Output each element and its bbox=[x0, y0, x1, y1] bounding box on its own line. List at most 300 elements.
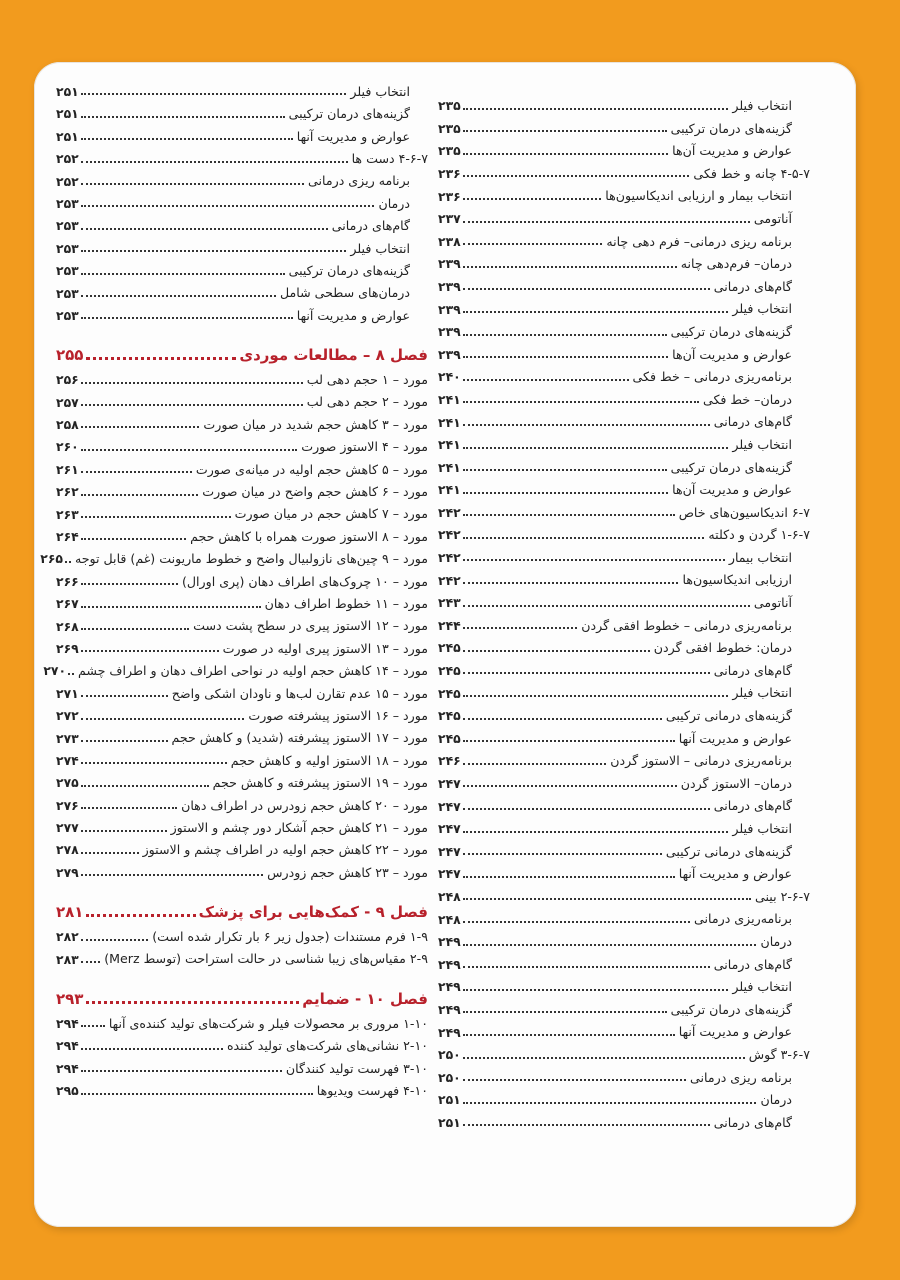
page-number: ۲۵۱ bbox=[438, 1092, 461, 1108]
dot-leader bbox=[463, 989, 729, 991]
entry-title: درمان– فرم‌دهی چانه bbox=[680, 256, 792, 272]
page-number: ۲۳۶ bbox=[438, 165, 461, 181]
toc-entry bbox=[438, 1016, 810, 1039]
dot-leader bbox=[463, 514, 675, 516]
entry-title: گام‌های درمانی bbox=[713, 956, 792, 972]
page-number: ۲۷۰ bbox=[43, 663, 67, 679]
toc-right-column bbox=[438, 90, 810, 1129]
dot-leader bbox=[81, 295, 276, 297]
toc-entry bbox=[56, 790, 428, 812]
chapter-10-heading bbox=[56, 972, 428, 1008]
page-number: ۲۳۸ bbox=[438, 233, 461, 249]
entry-title: ۶-۷ اندیکاسیون‌های خاص bbox=[678, 504, 810, 520]
dot-leader bbox=[463, 605, 750, 607]
toc-entry bbox=[438, 519, 810, 542]
entry-title: درمان– الاستوز گردن bbox=[680, 775, 792, 791]
page-number: ۲۴۲ bbox=[438, 550, 461, 566]
page-number: ۲۷۳ bbox=[56, 730, 79, 746]
dot-leader bbox=[81, 516, 231, 518]
toc-left-column bbox=[40, 76, 428, 1099]
toc-entry bbox=[438, 632, 810, 655]
page-number: ۲۴۱ bbox=[438, 414, 461, 430]
dot-leader bbox=[81, 317, 293, 319]
page-number: ۲۷۸ bbox=[56, 842, 79, 858]
entry-title: برنامه ریزی درمانی– فرم دهی چانه bbox=[606, 233, 792, 249]
entry-title: مورد – ۱۶ الاستوز پیشرفته صورت bbox=[248, 707, 428, 723]
toc-page bbox=[34, 62, 856, 1227]
page-number: ۲۸۲ bbox=[56, 929, 79, 945]
entry-title: گام‌های درمانی bbox=[713, 1114, 792, 1130]
dot-leader bbox=[463, 695, 729, 697]
dot-leader bbox=[463, 763, 607, 765]
entry-title: برنامه‌ریزی درمانی – الاستوز گردن bbox=[610, 753, 792, 769]
dot-leader bbox=[463, 966, 710, 968]
dot-leader bbox=[81, 961, 101, 963]
dot-leader bbox=[81, 1070, 282, 1072]
dot-leader bbox=[463, 1102, 757, 1104]
toc-entry bbox=[438, 836, 810, 859]
toc-entry bbox=[438, 474, 810, 497]
chapter-title: فصل ۱۰ - ضمایم bbox=[302, 990, 428, 1009]
dot-leader bbox=[81, 718, 245, 720]
page-number: ۲۳۹ bbox=[438, 301, 461, 317]
toc-entry bbox=[438, 1039, 810, 1062]
entry-title: انتخاب فیلر bbox=[732, 821, 792, 836]
dot-leader bbox=[463, 108, 729, 110]
toc-entry bbox=[438, 949, 810, 972]
dot-leader bbox=[81, 695, 168, 697]
dot-leader bbox=[463, 537, 705, 539]
dot-leader bbox=[81, 183, 304, 185]
page-number: ۲۶۹ bbox=[56, 640, 79, 656]
entry-title: درمان: خطوط افقی گردن bbox=[653, 640, 792, 656]
toc-entry bbox=[438, 90, 810, 113]
entry-title: عوارض و مدیریت آن‌ها bbox=[672, 482, 792, 498]
entry-title: مورد – ۶ کاهش حجم واضح در میان صورت bbox=[202, 484, 428, 500]
dot-leader bbox=[463, 1079, 686, 1081]
dot-leader bbox=[463, 447, 729, 449]
entry-title: ۴-۱۰ فهرست ویدیوها bbox=[316, 1083, 428, 1099]
entry-title: برنامه ریزی درمانی bbox=[690, 1069, 792, 1085]
page-number: ۲۴۷ bbox=[438, 866, 461, 882]
dot-leader bbox=[463, 198, 602, 200]
page-number: ۲۴۱ bbox=[438, 437, 461, 453]
page-number: ۲۴۷ bbox=[438, 776, 461, 791]
entry-title: عوارض و مدیریت آنها bbox=[678, 866, 792, 882]
page-number: ۲۴۹ bbox=[438, 956, 461, 972]
dot-leader bbox=[463, 1124, 710, 1126]
entry-title: عوارض و مدیریت آنها bbox=[678, 730, 792, 746]
toc-entry bbox=[40, 543, 428, 567]
toc-entry bbox=[56, 76, 428, 98]
chapter-page-number: ۲۵۵ bbox=[56, 346, 84, 365]
chapter-9-heading bbox=[56, 885, 428, 921]
toc-entry bbox=[56, 1008, 428, 1030]
page-number: ۲۷۹ bbox=[56, 864, 79, 880]
toc-entry bbox=[438, 768, 810, 791]
entry-title: گام‌های درمانی bbox=[713, 278, 792, 294]
entry-title: مورد – ۷ کاهش حجم در میان صورت bbox=[234, 506, 428, 522]
entry-title: مورد – ۱۷ الاستوز پیشرفته (شدید) و کاهش حجم bbox=[171, 730, 428, 746]
toc-entry bbox=[438, 564, 810, 587]
entry-title: ۳-۱۰ فهرست تولید کنندگان bbox=[285, 1060, 428, 1076]
entry-title: مورد – ۱۵ عدم تقارن لب‌ها و ناودان اشکی واضح bbox=[171, 685, 428, 701]
toc-entry bbox=[438, 429, 810, 452]
toc-entry bbox=[438, 677, 810, 700]
entry-title: ۴-۵-۷ چانه و خط فکی bbox=[693, 165, 810, 181]
entry-title: عوارض و مدیریت آنها bbox=[678, 1024, 792, 1040]
page-number: ۲۴۹ bbox=[438, 934, 461, 950]
page-number: ۲۵۱ bbox=[56, 83, 79, 99]
dot-leader bbox=[463, 718, 662, 720]
entry-title: برنامه‌ریزی درمانی – خطوط افقی گردن bbox=[581, 617, 792, 633]
page-number: ۲۹۵ bbox=[56, 1083, 79, 1099]
toc-entry bbox=[56, 210, 428, 232]
page-number: ۲۵۰ bbox=[438, 1069, 461, 1085]
entry-title: گزینه‌های درمان ترکیبی bbox=[288, 262, 410, 278]
page-number: ۲۴۷ bbox=[438, 798, 461, 814]
dot-leader bbox=[463, 672, 710, 674]
dot-leader bbox=[81, 628, 189, 630]
page-number: ۲۷۵ bbox=[56, 775, 79, 791]
dot-leader bbox=[463, 853, 662, 855]
dot-leader bbox=[463, 288, 710, 290]
entry-title: مورد – ۱۳ الاستوز پیری اولیه در صورت bbox=[222, 640, 428, 656]
chapter-title: فصل ۹ - کمک‌هایی برای پزشک bbox=[198, 903, 428, 922]
entry-title: ۱-۶-۷ گردن و دکلته bbox=[708, 527, 810, 543]
dot-leader bbox=[81, 273, 285, 275]
entry-title: مورد – ۱۸ الاستوز اولیه و کاهش حجم bbox=[230, 752, 428, 768]
page-number: ۲۶۱ bbox=[56, 461, 79, 477]
dot-leader bbox=[463, 153, 668, 155]
toc-entry bbox=[56, 300, 428, 322]
dot-leader bbox=[463, 175, 690, 177]
dot-leader bbox=[81, 1048, 223, 1050]
entry-title: انتخاب فیلر bbox=[350, 83, 410, 99]
dot-leader bbox=[81, 650, 219, 652]
dot-leader bbox=[81, 93, 347, 95]
toc-entry bbox=[438, 994, 810, 1017]
dot-leader bbox=[463, 424, 710, 426]
entry-title: ۲-۶-۷ بینی bbox=[755, 888, 810, 904]
dot-leader bbox=[81, 161, 348, 163]
entry-title: مورد – ۴ الاستوز صورت bbox=[301, 439, 428, 455]
page-number: ۲۴۷ bbox=[438, 843, 461, 859]
dot-leader bbox=[463, 266, 677, 268]
toc-entry bbox=[438, 971, 810, 994]
dot-leader bbox=[463, 1011, 667, 1013]
toc-entry bbox=[438, 406, 810, 429]
toc-entry bbox=[56, 188, 428, 210]
toc-entry bbox=[56, 767, 428, 789]
toc-entry bbox=[56, 409, 428, 431]
entry-title: درمان bbox=[760, 1092, 792, 1108]
toc-entry bbox=[438, 700, 810, 723]
entry-title: درمان‌های سطحی شامل bbox=[279, 285, 410, 301]
entry-title: انتخاب فیلر bbox=[732, 436, 792, 452]
page-number: ۲۶۵ bbox=[40, 551, 63, 567]
entry-title: انتخاب فیلر bbox=[732, 301, 792, 317]
toc-entry bbox=[438, 316, 810, 339]
page-number: ۲۴۸ bbox=[438, 888, 461, 904]
dot-leader bbox=[463, 401, 699, 403]
entry-title: گام‌های درمانی bbox=[713, 798, 792, 814]
chapter-title: فصل ۸ – مطالعات موردی bbox=[239, 346, 428, 365]
toc-entry bbox=[43, 655, 428, 679]
dot-leader bbox=[463, 650, 650, 652]
page-number: ۲۳۹ bbox=[438, 324, 461, 340]
entry-title: برنامه‌ریزی درمانی bbox=[694, 911, 792, 927]
page-number: ۲۹۴ bbox=[56, 1038, 79, 1054]
dot-leader bbox=[463, 469, 667, 471]
dot-leader bbox=[81, 449, 298, 451]
dot-leader bbox=[463, 831, 729, 833]
entry-title: مورد – ۸ الاستوز صورت همراه با کاهش حجم bbox=[190, 528, 428, 544]
page-number: ۲۷۷ bbox=[56, 820, 79, 836]
toc-entry bbox=[56, 678, 428, 700]
dot-leader bbox=[463, 921, 690, 923]
page-number: ۲۵۳ bbox=[56, 240, 79, 256]
dot-leader bbox=[81, 785, 209, 787]
toc-entry bbox=[438, 452, 810, 475]
entry-title: مورد – ۲۳ کاهش حجم زودرس bbox=[267, 864, 428, 880]
page-number: ۲۶۸ bbox=[56, 618, 79, 634]
dot-leader bbox=[81, 138, 293, 140]
entry-title: گزینه‌های درمانی ترکیبی bbox=[665, 708, 792, 724]
dot-leader bbox=[463, 944, 757, 946]
toc-entry bbox=[56, 387, 428, 409]
page-number: ۲۳۶ bbox=[438, 188, 461, 204]
dot-leader bbox=[86, 914, 195, 917]
toc-entry bbox=[438, 271, 810, 294]
dot-leader bbox=[81, 606, 261, 608]
page-number: ۲۳۵ bbox=[438, 120, 461, 136]
entry-title: درمان bbox=[760, 933, 792, 949]
dot-leader bbox=[81, 1093, 313, 1095]
entry-title: گزینه‌های درمان ترکیبی bbox=[670, 459, 792, 475]
entry-title: گزینه‌های درمانی ترکیبی bbox=[665, 843, 792, 859]
toc-entry bbox=[438, 881, 810, 904]
dot-leader bbox=[81, 426, 200, 428]
toc-entry bbox=[438, 542, 810, 565]
page-number: ۲۸۳ bbox=[56, 951, 79, 967]
dot-leader bbox=[81, 830, 167, 832]
dot-leader bbox=[81, 205, 375, 207]
page-number: ۲۶۷ bbox=[56, 596, 79, 612]
entry-title: مورد – ۱ حجم دهی لب bbox=[306, 372, 428, 388]
toc-entry bbox=[438, 655, 810, 678]
dot-leader bbox=[463, 356, 668, 358]
page-number: ۲۴۰ bbox=[438, 369, 461, 385]
page-number: ۲۴۱ bbox=[438, 482, 461, 498]
entry-title: ۳-۶-۷ گوش bbox=[748, 1046, 810, 1062]
entry-title: برنامه‌ریزی درمانی – خط فکی bbox=[632, 369, 792, 385]
toc-entry bbox=[438, 903, 810, 926]
toc-entry bbox=[438, 248, 810, 271]
page-number: ۲۵۱ bbox=[56, 106, 79, 122]
toc-entry bbox=[56, 121, 428, 143]
entry-title: گام‌های درمانی bbox=[713, 662, 792, 678]
toc-entry bbox=[56, 611, 428, 633]
page-number: ۲۴۵ bbox=[438, 640, 461, 656]
dot-leader bbox=[81, 1025, 105, 1027]
page-number: ۲۵۳ bbox=[56, 195, 79, 211]
page-number: ۲۵۳ bbox=[56, 263, 79, 279]
page-number: ۲۴۵ bbox=[438, 663, 461, 679]
toc-entry bbox=[438, 361, 810, 384]
dot-leader bbox=[86, 357, 236, 360]
page-number: ۲۴۵ bbox=[438, 730, 461, 746]
toc-entry bbox=[438, 226, 810, 249]
toc-entry bbox=[438, 293, 810, 316]
toc-entry bbox=[438, 926, 810, 949]
entry-title: ۴-۶-۷ دست ها bbox=[351, 150, 428, 166]
dot-leader bbox=[65, 561, 71, 563]
entry-title: ۲-۱۰ نشانی‌های شرکت‌های تولید کننده bbox=[226, 1038, 428, 1054]
entry-title: انتخاب بیمار و ارزیابی اندیکاسیون‌ها bbox=[605, 188, 792, 204]
page-number: ۲۷۴ bbox=[56, 752, 79, 768]
page-number: ۲۳۵ bbox=[438, 143, 461, 159]
toc-entry bbox=[438, 1107, 810, 1130]
toc-entry bbox=[438, 723, 810, 746]
entry-title: مورد – ۱۴ کاهش حجم اولیه در نواحی اطراف دهان و اطراف چشم bbox=[78, 663, 428, 679]
dot-leader bbox=[81, 404, 303, 406]
page-number: ۲۴۳ bbox=[438, 595, 461, 611]
dot-leader bbox=[463, 876, 675, 878]
entry-title: گام‌های درمانی bbox=[331, 218, 410, 234]
toc-entry bbox=[56, 633, 428, 655]
toc-entry bbox=[56, 255, 428, 277]
dot-leader bbox=[81, 939, 149, 941]
dot-leader bbox=[463, 1034, 675, 1036]
page-number: ۲۹۴ bbox=[56, 1016, 79, 1032]
dot-leader bbox=[81, 852, 139, 854]
dot-leader bbox=[81, 116, 285, 118]
entry-title: مورد – ۲۲ کاهش حجم اولیه در اطراف چشم و الاستوز bbox=[142, 842, 428, 858]
page-number: ۲۵۷ bbox=[56, 394, 79, 410]
entry-title: برنامه ریزی درمانی bbox=[308, 173, 410, 189]
toc-entry bbox=[56, 1075, 428, 1097]
toc-entry bbox=[56, 566, 428, 588]
dot-leader bbox=[463, 334, 667, 336]
toc-entry bbox=[56, 499, 428, 521]
dot-leader bbox=[86, 1001, 299, 1004]
dot-leader bbox=[81, 762, 227, 764]
entry-title: گزینه‌های درمان ترکیبی bbox=[288, 106, 410, 122]
page-number: ۲۴۱ bbox=[438, 391, 461, 407]
toc-entry bbox=[56, 921, 428, 943]
dot-leader bbox=[81, 874, 263, 876]
page-number: ۲۴۲ bbox=[438, 572, 461, 588]
toc-entry bbox=[438, 135, 810, 158]
toc-entry bbox=[56, 857, 428, 879]
entry-title: مورد – ۲ حجم دهی لب bbox=[306, 394, 428, 410]
dot-leader bbox=[463, 243, 603, 245]
entry-title: ۲-۹ مقیاس‌های زیبا شناسی در حالت استراحت (توسط Merz) bbox=[104, 951, 428, 967]
toc-entry bbox=[56, 812, 428, 834]
toc-entry bbox=[438, 158, 810, 181]
toc-entry bbox=[438, 858, 810, 881]
entry-title: مورد – ۵ کاهش حجم اولیه در میانه‌ی صورت bbox=[195, 461, 428, 477]
dot-leader bbox=[463, 582, 679, 584]
page-number: ۲۷۱ bbox=[56, 685, 79, 701]
page-number: ۲۴۲ bbox=[438, 527, 461, 543]
entry-title: عوارض و مدیریت آنها bbox=[296, 128, 410, 144]
entry-title: آناتومی bbox=[753, 595, 792, 611]
dot-leader bbox=[463, 898, 751, 900]
page-number: ۲۵۱ bbox=[56, 128, 79, 144]
page-number: ۲۴۹ bbox=[438, 979, 461, 995]
page-number: ۲۵۳ bbox=[56, 307, 79, 323]
entry-title: مورد – ۱۲ الاستوز پیری در سطح پشت دست bbox=[193, 618, 428, 634]
entry-title: انتخاب فیلر bbox=[732, 979, 792, 995]
entry-title: انتخاب فیلر bbox=[732, 98, 792, 113]
page-number: ۲۵۰ bbox=[438, 1047, 461, 1063]
toc-entry bbox=[56, 143, 428, 165]
toc-entry bbox=[56, 835, 428, 857]
toc-entry bbox=[56, 431, 428, 453]
dot-leader bbox=[81, 807, 177, 809]
chapter-page-number: ۲۸۱ bbox=[56, 903, 84, 922]
toc-entry bbox=[56, 233, 428, 255]
dot-leader bbox=[463, 559, 725, 561]
entry-title: مورد – ۲۱ کاهش حجم آشکار دور چشم و الاستوز bbox=[170, 819, 428, 835]
entry-title: درمان bbox=[378, 195, 410, 211]
page-number: ۲۵۶ bbox=[56, 372, 79, 388]
dot-leader bbox=[463, 130, 667, 132]
page-number: ۲۳۹ bbox=[438, 278, 461, 294]
page-number: ۲۷۶ bbox=[56, 797, 79, 813]
toc-entry bbox=[56, 278, 428, 300]
page-number: ۲۳۵ bbox=[438, 98, 461, 114]
toc-entry bbox=[56, 521, 428, 543]
dot-leader bbox=[463, 1057, 745, 1059]
page-number: ۲۶۰ bbox=[56, 439, 79, 455]
toc-entry bbox=[438, 610, 810, 633]
dot-leader bbox=[81, 471, 192, 473]
toc-entry bbox=[438, 790, 810, 813]
toc-entry bbox=[438, 745, 810, 768]
page-number: ۲۶۳ bbox=[56, 506, 79, 522]
entry-title: درمان– خط فکی bbox=[702, 391, 792, 407]
toc-entry bbox=[438, 587, 810, 610]
page-number: ۲۴۵ bbox=[438, 708, 461, 724]
page-number: ۲۴۹ bbox=[438, 1001, 461, 1017]
page-number: ۲۵۳ bbox=[56, 218, 79, 234]
entry-title: عوارض و مدیریت آنها bbox=[296, 307, 410, 323]
entry-title: گزینه‌های درمان ترکیبی bbox=[670, 120, 792, 136]
toc-entry bbox=[56, 944, 428, 966]
page-number: ۲۷۲ bbox=[56, 708, 79, 724]
dot-leader bbox=[81, 740, 168, 742]
page-number: ۲۵۱ bbox=[438, 1114, 461, 1130]
entry-title: گزینه‌های درمان ترکیبی bbox=[670, 323, 792, 339]
page-number: ۲۶۶ bbox=[56, 573, 79, 589]
toc-entry bbox=[438, 497, 810, 520]
entry-title: مورد – ۱۱ خطوط اطراف دهان bbox=[264, 596, 428, 611]
page-number: ۲۵۸ bbox=[56, 417, 79, 433]
dot-leader bbox=[81, 583, 178, 585]
page-number: ۲۴۷ bbox=[438, 821, 461, 837]
page-number: ۲۵۲ bbox=[56, 151, 79, 167]
page-number: ۲۳۷ bbox=[438, 211, 461, 227]
dot-leader bbox=[463, 492, 668, 494]
toc-entry bbox=[56, 1030, 428, 1052]
toc-entry bbox=[438, 384, 810, 407]
entry-title: مورد – ۱۰ چروک‌های اطراف دهان (پری اورال) bbox=[181, 573, 428, 589]
chapter-8-heading bbox=[56, 328, 428, 364]
page-number: ۲۵۲ bbox=[56, 173, 79, 189]
